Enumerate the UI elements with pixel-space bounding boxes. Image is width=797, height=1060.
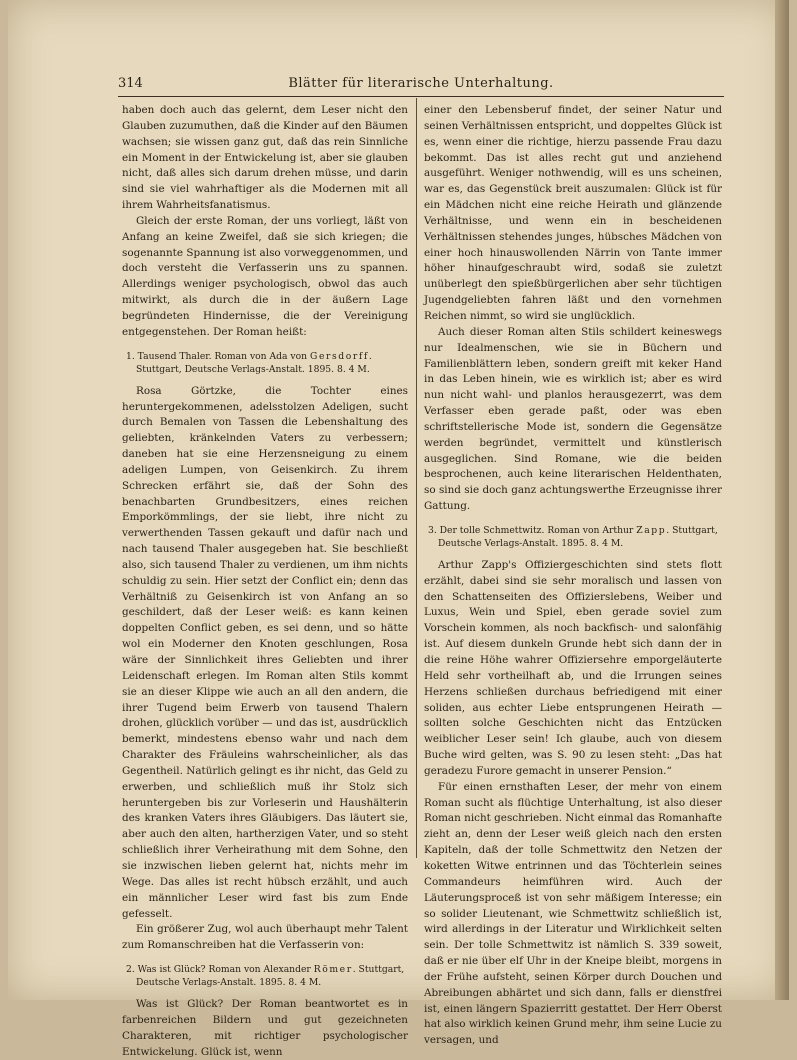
- paragraph: Arthur Zapp's Offiziergeschichten sind stets flott erzählt, dabei sind sie sehr moralisch und lassen von den Schattenseiten des Offizierslebens, Weiber und Luxus, Wein und Spiel, eben gerade soviel zum Vorschein kommen, als noch backfisch- und salonfähig ist. Auf diesem dunkeln Grunde hebt sich dann der in die reine Höhe wahrer Offiziersehre emporgeläuterte Held sehr vortheilhaft ab, und die Irrungen seines Herzens schließen durchaus befriedigend mit einer soliden, aus echter Liebe entsprungenen Heirath — sollten solche Geschichten nicht das Entzücken weiblicher Leser sein! Ich glaube, auch von diesem Buche wird gelten, was S. 90 zu lesen steht: „Das hat geradezu Furore gemacht in unserer Pension.“: [424, 558, 722, 777]
- entry-text: . Stuttgart, Deutsche Verlags-Anstalt. 1895. 8. 4 M.: [438, 524, 718, 549]
- left-column: [122, 103, 408, 1060]
- paragraph: Was ist Glück? Der Roman beantwortet es in farbenreichen Bildern und gut gezeichneten Charakteren, mit richtiger psychologischer Entwickelung. Glück ist, wenn: [122, 998, 408, 1058]
- paragraph: Auch dieser Roman alten Stils schildert keineswegs nur Idealmenschen, wie sie in Büchern und Familienblättern leben, sondern greift mit keker Hand in das Leben hinein, wie es wirklich ist; aber es wird nun nicht wahl- und planlos herausgezerrt, was dem Verfasser eben gerade paßt, oder was eben schriftstellerische Mode ist, sondern die Gegensätze werden begründet, vermittelt und künstlerisch ausgeglichen. Sind Romane, wie die beiden besprochenen, auch keine literarischen Heldenthaten, so sind sie doch ganz achtungswerthe Erzeugnisse ihrer Gattung.: [424, 325, 722, 513]
- page-header: [118, 76, 724, 94]
- entry-text: 1. Tausend Thaler. Roman von Ada von: [126, 350, 310, 362]
- paragraph: haben doch auch das gelernt, dem Leser nicht den Glauben zuzumuthen, daß die Kinder auf den Bäumen wachsen; sie wissen ganz gut, daß das rein Sinnliche ein Moment in der Entwickelung ist, aber sie glauben nicht, daß alles sich darum drehen müsse, und darin sind sie viel wahrhaftiger als die Modernen mit all ihrem Wahrheitsfanatismus.: [122, 104, 408, 212]
- header-rule: [118, 96, 724, 97]
- entry-author: Römer: [313, 964, 353, 976]
- book-entry-1: [122, 350, 408, 376]
- book-entry-2: [122, 963, 408, 989]
- entry-text: . Stuttgart, Deutsche Verlags-Anstalt. 1895. 8. 4 M.: [136, 350, 372, 375]
- book-entry-3: [424, 524, 722, 550]
- entry-author: Gersdorff: [310, 350, 369, 362]
- paragraph: einer den Lebensberuf findet, der seiner Natur und seinen Verhältnissen entspricht, und doppeltes Glück ist es, wenn einer die richtige, hierzu passende Frau dazu bekommt. Das ist alles recht gut und anziehend ausgeführt. Weniger nothwendig, will es uns scheinen, war es, das Gegenstück breit auszumalen: Glück ist für ein Mädchen nicht eine reiche Heirath und glänzende Verhältnisse, und wenn ein in bescheidenen Verhältnissen stehendes junges, hübsches Mädchen von einer hoch hinauswollenden Närrin von Tante immer höher hinaufgeschraubt wird, sodaß sie zuletzt unüberlegt den spießbürgerlichen aber sehr tüchtigen Jugendgeliebten fahren läßt und den vornehmen Reichen nimmt, so wird sie unglücklich.: [424, 104, 722, 322]
- page-binding-edge: [775, 0, 789, 1000]
- page-number: 314: [118, 76, 143, 91]
- paragraph: Gleich der erste Roman, der uns vorliegt, läßt von Anfang an keine Zweifel, daß sie sich kriegen; die sogenannte Spannung ist also vorweggenommen, und doch versteht die Verfasserin uns zu spannen. Allerdings weniger psychologisch, obwol das auch mitwirkt, als durch die in der äußern Lage begründeten Hindernisse, die der Vereinigung entgegenstehen. Der Roman heißt:: [122, 214, 408, 338]
- column-divider: [416, 98, 417, 858]
- paragraph: Rosa Görtzke, die Tochter eines heruntergekommenen, adelsstolzen Adeligen, sucht durch Bemalen von Tassen die Lebenshaltung des geliebten, kränkelnden Vaters zu verbessern; daneben hat sie eine Herzensneigung zu einem adeligen Lumpen, von Geisenkirch. Zu ihrem Schrecken erfährt sie, daß der Sohn des benachbarten Grundbesitzers, eines reichen Emporkömmlings, der sie liebt, ihre nicht zu verwerthenden Tassen gekauft und dafür nach und nach tausend Thaler ausgegeben hat. Sie beschließt also, sich tausend Thaler zu verdienen, um ihm nichts schuldig zu sein. Hier setzt der Conflict ein; denn das Verhältniß zu Geisenkirch ist von Anfang an so geschildert, daß der Leser weiß: es kann keinen doppelten Conflict geben, es sei denn, und so hätte wol ein Moderner den Knoten geschlungen, Rosa wäre der Sinnlichkeit ihres Geliebten und ihrer Leidenschaft erlegen. Im Roman alten Stils kommt sie an dieser Klippe wie auch an all den andern, die ihrer Tugend beim Erwerb von tausend Thalern drohen, glücklich vorüber — und das ist, ausdrücklich bemerkt, mindestens ebenso wahr und nach dem Charakter des Fräuleins wahrscheinlicher, als das Gegentheil. Natürlich gelingt es ihr nicht, das Geld zu erwerben, und schließlich muß ihr Stolz sich heruntergeben bis zur Vorleserin und Haushälterin des kranken Vaters ihres Gläubigers. Das läutert sie, aber auch den alten, hartherzigen Vater, und so steht schließlich ihrer Verheirathung mit dem Sohne, den sie inzwischen lieben gelernt hat, nichts mehr im Wege. Das alles ist recht hübsch erzählt, und auch ein männlicher Leser wird fast bis zum Ende gefesselt.: [122, 384, 408, 920]
- entry-text: 2. Was ist Glück? Roman von Alexander: [126, 964, 314, 976]
- running-title: Blätter für literarische Unterhaltung.: [288, 76, 554, 91]
- entry-text: 3. Der tolle Schmettwitz. Roman von Arthur: [428, 524, 637, 536]
- paragraph: Für einen ernsthaften Leser, der mehr von einem Roman sucht als flüchtige Unterhaltung, ist also dieser Roman nicht geschrieben. Nicht einmal das Romanhafte zieht an, denn der Leser weiß gleich nach den ersten Kapiteln, daß der tolle Schmettwitz den Netzen der koketten Witwe entrinnen und das Töchterlein seines Commandeurs heimführen wird. Auch der Läuterungsproceß ist von sehr mäßigem Interesse; ein so solider Lieutenant, wie Schmettwitz schließlich ist, wird allerdings in der Literatur und Wirklichkeit selten sein. Der tolle Schmettwitz ist nämlich S. 339 soweit, daß er nie über elf Uhr in der Kneipe bleibt, morgens in der Frühe aufsteht, seinen Körper durch Douchen und Abreibungen abhärtet und sich dann, falls er dienstfrei ist, einen längern Spazierritt gestattet. Der Herr Oberst hat also wirklich keinen Grund mehr, ihm seine Lucie zu versagen, und: [424, 780, 722, 1047]
- entry-text: . Stuttgart, Deutsche Verlags-Anstalt. 1895. 8. 4 M.: [136, 964, 405, 989]
- entry-author: Zapp: [636, 524, 667, 536]
- right-column: [424, 103, 722, 1049]
- paragraph: Ein größerer Zug, wol auch überhaupt mehr Talent zum Romanschreiben hat die Verfasserin von:: [122, 923, 408, 952]
